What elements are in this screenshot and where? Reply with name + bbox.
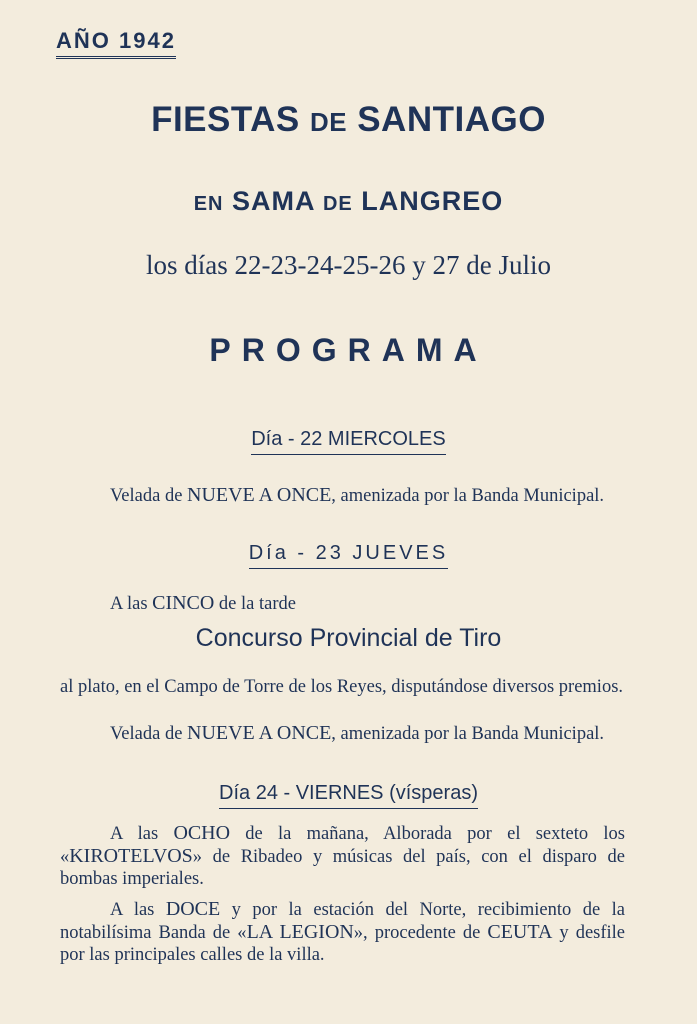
day-heading-23	[0, 542, 697, 569]
time-emphasis: OCHO	[173, 822, 231, 844]
band-name: LA LEGION	[246, 921, 354, 943]
subtitle-en: EN	[193, 193, 224, 215]
day-heading-22-label: Día - 22 MIERCOLES	[251, 428, 446, 455]
time-emphasis: NUEVE A ONCE	[187, 722, 332, 744]
time-emphasis: CINCO	[152, 592, 215, 614]
day-23-tiro-details: al plato, en el Campo de Torre de los Reyes, disputándose diversos premios.	[60, 677, 624, 697]
subtitle-sama: SAMA	[231, 186, 315, 216]
day-heading-23-label: Día - 23 JUEVES	[249, 542, 449, 569]
title-fiestas: FIESTAS	[151, 100, 300, 139]
title-de: DE	[310, 109, 347, 137]
day-23-paragraph-1	[60, 676, 625, 698]
feature-event: Concurso Provincial de Tiro	[195, 624, 502, 652]
subtitle-de: DE	[323, 193, 353, 215]
programa-heading: PROGRAMA	[209, 332, 488, 368]
day-24-paragraph-2	[60, 898, 625, 966]
day-24-alborada: A las OCHO de la mañana, Alborada por el sexteto los «KIROTELVOS» de Ribadeo y músicas del país, con el disparo de bombas imperiales.	[60, 822, 625, 889]
day-heading-24-label: Día 24 - VIERNES (vísperas)	[219, 782, 478, 809]
band-name: KIROTELVOS	[69, 845, 193, 867]
day-23-paragraph-2	[60, 722, 625, 745]
day-24-paragraph-1	[60, 822, 625, 890]
time-emphasis: NUEVE A ONCE	[187, 484, 332, 506]
time-emphasis: DOCE	[165, 898, 221, 920]
day-24-legion: A las DOCE y por la estación del Norte, recibimiento de la notabilísima Banda de «LA LEGION», procedente de CEUTA y desfile por las principales calles de la villa.	[60, 898, 626, 965]
day-22-paragraph	[60, 484, 625, 507]
day-heading-22	[0, 428, 697, 455]
title-santiago: SANTIAGO	[357, 100, 546, 139]
year-heading: AÑO 1942	[56, 28, 176, 59]
city-name: CEUTA	[487, 921, 553, 943]
festival-dates: los días 22-23-24-25-26 y 27 de Julio	[146, 250, 551, 280]
page-title	[0, 100, 697, 140]
day-23-intro	[60, 592, 625, 615]
day-23-velada: Velada de NUEVE A ONCE, amenizada por la Banda Municipal.	[110, 722, 605, 744]
page-subtitle	[0, 186, 697, 217]
day-heading-24	[0, 782, 697, 809]
day-23-intro-text: A las CINCO de la tarde	[110, 592, 296, 614]
day-22-velada: Velada de NUEVE A ONCE, amenizada por la Banda Municipal.	[110, 484, 605, 506]
subtitle-langreo: LANGREO	[361, 186, 504, 216]
